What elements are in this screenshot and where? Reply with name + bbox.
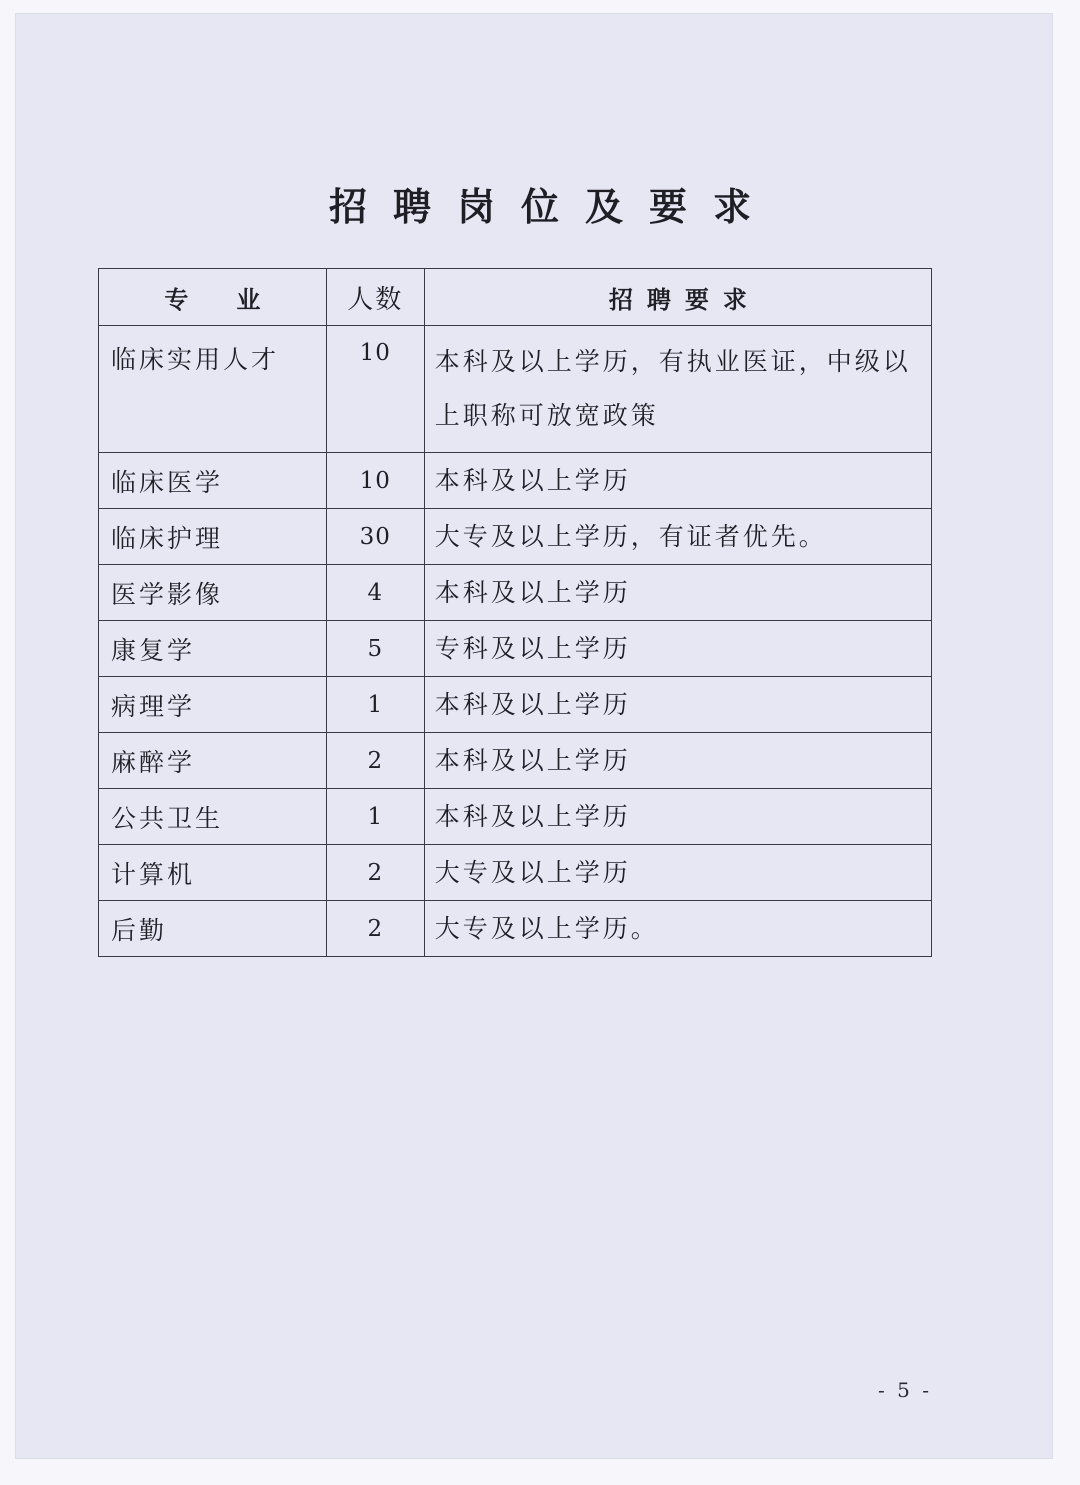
cell-requirement: 本科及以上学历 (424, 677, 931, 733)
cell-major: 麻醉学 (99, 733, 327, 789)
cell-requirement: 本科及以上学历 (424, 565, 931, 621)
cell-count: 1 (326, 677, 424, 733)
header-count: 人数 (326, 269, 424, 326)
cell-major: 医学影像 (99, 565, 327, 621)
header-major: 专业 (99, 269, 327, 326)
table-row (99, 733, 932, 789)
cell-requirement: 本科及以上学历，有执业医证，中级以上职称可放宽政策 (424, 326, 931, 453)
table-row (99, 565, 932, 621)
cell-requirement: 专科及以上学历 (424, 621, 931, 677)
cell-count: 2 (326, 733, 424, 789)
cell-major: 公共卫生 (99, 789, 327, 845)
cell-count: 1 (326, 789, 424, 845)
cell-requirement: 大专及以上学历。 (424, 901, 931, 957)
table-row (99, 509, 932, 565)
cell-count: 30 (326, 509, 424, 565)
cell-major: 后勤 (99, 901, 327, 957)
table-row (99, 845, 932, 901)
page-title: 招聘岗位及要求 (328, 184, 777, 229)
cell-count: 2 (326, 845, 424, 901)
cell-major: 康复学 (99, 621, 327, 677)
table-row (99, 901, 932, 957)
cell-major: 病理学 (99, 677, 327, 733)
table-row (99, 677, 932, 733)
cell-requirement: 本科及以上学历 (424, 789, 931, 845)
cell-count: 5 (326, 621, 424, 677)
cell-count: 2 (326, 901, 424, 957)
cell-major: 临床医学 (99, 453, 327, 509)
cell-requirement: 大专及以上学历，有证者优先。 (424, 509, 931, 565)
cell-major: 临床实用人才 (99, 326, 327, 453)
cell-requirement: 大专及以上学历 (424, 845, 931, 901)
cell-major: 临床护理 (99, 509, 327, 565)
cell-count: 4 (326, 565, 424, 621)
table-row (99, 789, 932, 845)
cell-requirement: 本科及以上学历 (424, 733, 931, 789)
cell-count: 10 (326, 326, 424, 453)
cell-requirement: 本科及以上学历 (424, 453, 931, 509)
table-header-row (99, 269, 932, 326)
cell-count: 10 (326, 453, 424, 509)
table-row (99, 453, 932, 509)
recruitment-table (98, 268, 932, 957)
page-number: - 5 - (878, 1378, 932, 1402)
table-row (99, 621, 932, 677)
header-requirement: 招聘要求 (424, 269, 931, 326)
table-row (99, 326, 932, 453)
cell-major: 计算机 (99, 845, 327, 901)
